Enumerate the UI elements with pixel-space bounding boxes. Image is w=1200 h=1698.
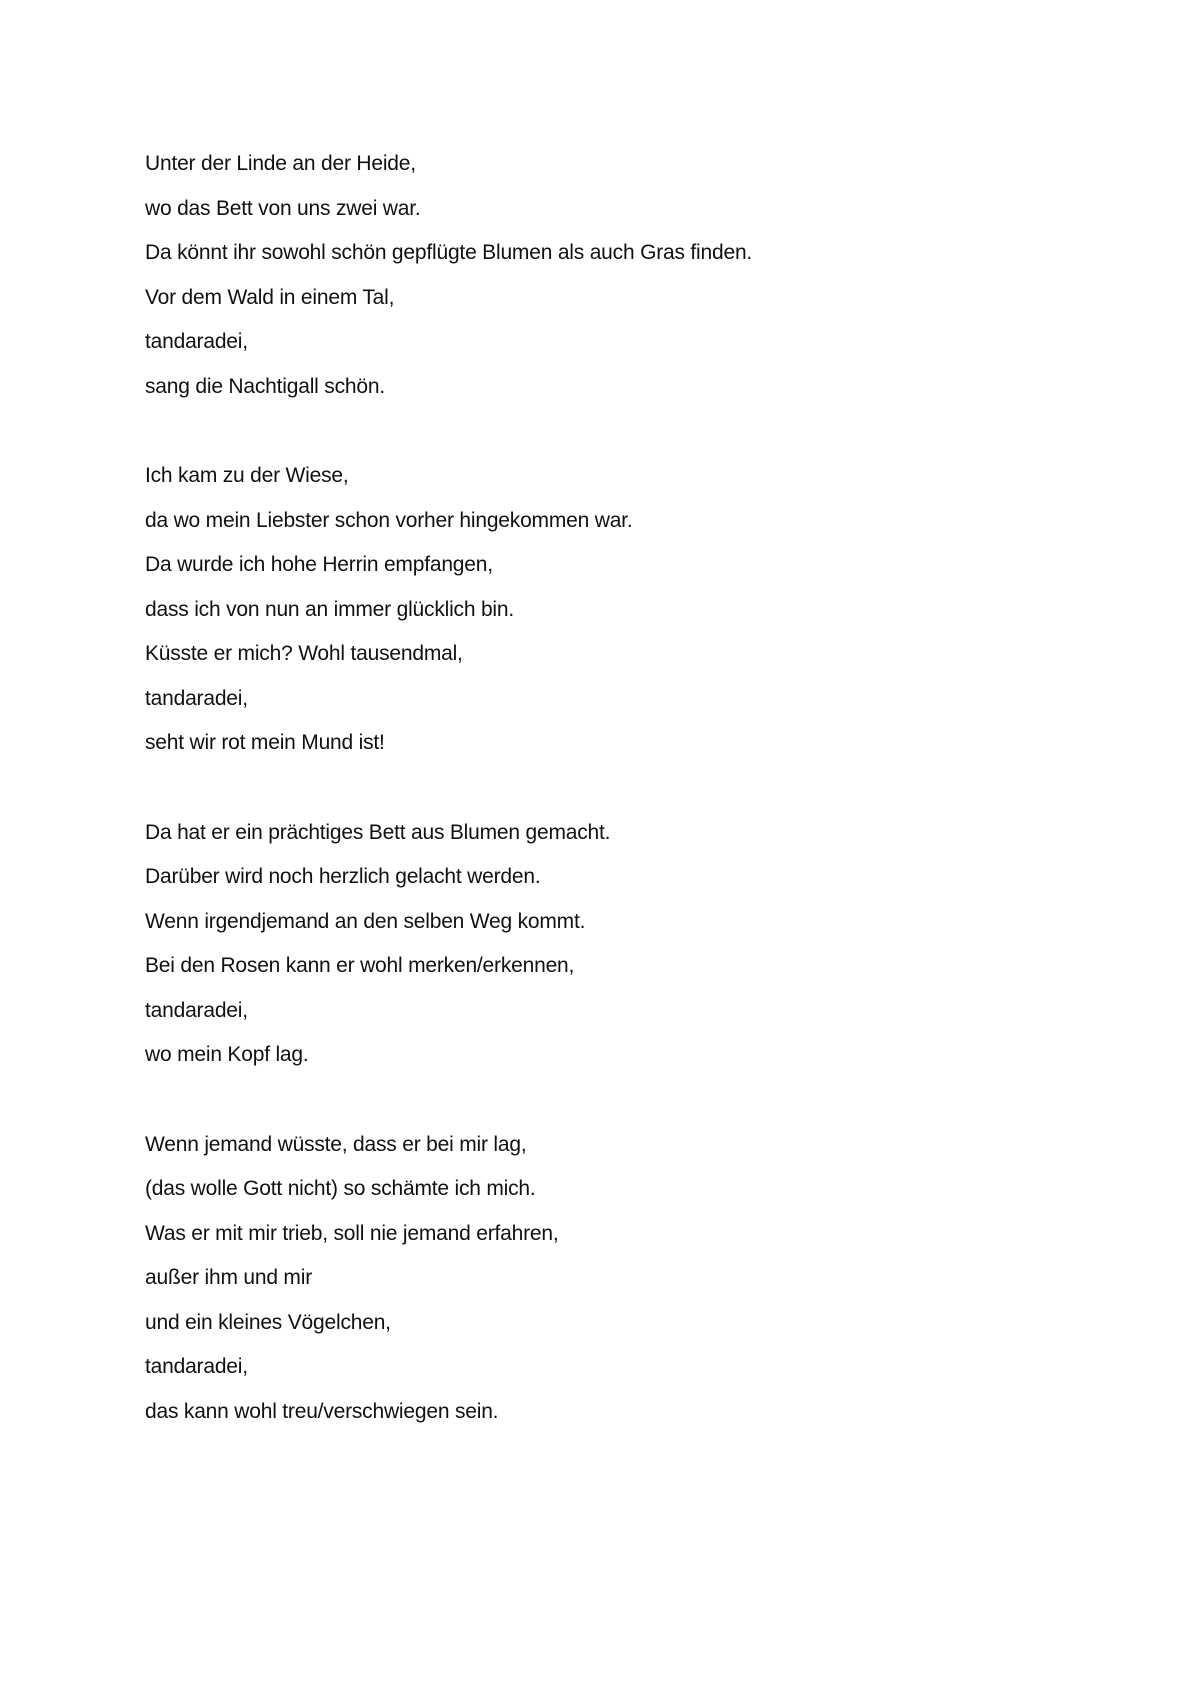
poem-line: sang die Nachtigall schön. <box>145 374 385 398</box>
poem-line: da wo mein Liebster schon vorher hingekommen war. <box>145 508 633 532</box>
poem-line: Wenn irgendjemand an den selben Weg kommt. <box>145 909 586 933</box>
stanza-3 <box>145 811 1105 1078</box>
poem-line: Was er mit mir trieb, soll nie jemand erfahren, <box>145 1221 559 1245</box>
stanza-4 <box>145 1123 1105 1435</box>
poem-line: Darüber wird noch herzlich gelacht werden. <box>145 865 541 888</box>
poem-line: wo mein Kopf lag. <box>145 1043 309 1066</box>
poem-line: dass ich von nun an immer glücklich bin. <box>145 597 515 621</box>
poem-line: Küsste er mich? Wohl tausendmal, <box>145 642 463 665</box>
poem-line: seht wir rot mein Mund ist! <box>145 731 385 754</box>
poem-line: Da könnt ihr sowohl schön gepflügte Blumen als auch Gras finden. <box>145 241 753 264</box>
poem-line: und ein kleines Vögelchen, <box>145 1310 391 1334</box>
poem-line: außer ihm und mir <box>145 1266 312 1289</box>
poem-line: tandaradei, <box>145 998 248 1022</box>
poem-line: Bei den Rosen kann er wohl merken/erkennen, <box>145 954 575 977</box>
poem-line: das kann wohl treu/verschwiegen sein. <box>145 1399 499 1423</box>
poem-line: Da hat er ein prächtiges Bett aus Blumen gemacht. <box>145 820 611 844</box>
poem-line: Wenn jemand wüsste, dass er bei mir lag, <box>145 1132 527 1156</box>
poem-line: Ich kam zu der Wiese, <box>145 464 349 487</box>
poem-line: wo das Bett von uns zwei war. <box>145 196 421 220</box>
stanza-2 <box>145 454 1105 766</box>
stanza-1 <box>145 142 1105 409</box>
poem-text <box>145 142 1105 1479</box>
poem-line: tandaradei, <box>145 330 248 353</box>
poem-line: tandaradei, <box>145 686 248 710</box>
poem-line: Unter der Linde an der Heide, <box>145 152 416 175</box>
poem-line: Da wurde ich hohe Herrin empfangen, <box>145 553 493 576</box>
poem-line: Vor dem Wald in einem Tal, <box>145 285 395 309</box>
poem-line: (das wolle Gott nicht) so schämte ich mich. <box>145 1177 536 1200</box>
poem-line: tandaradei, <box>145 1355 248 1378</box>
